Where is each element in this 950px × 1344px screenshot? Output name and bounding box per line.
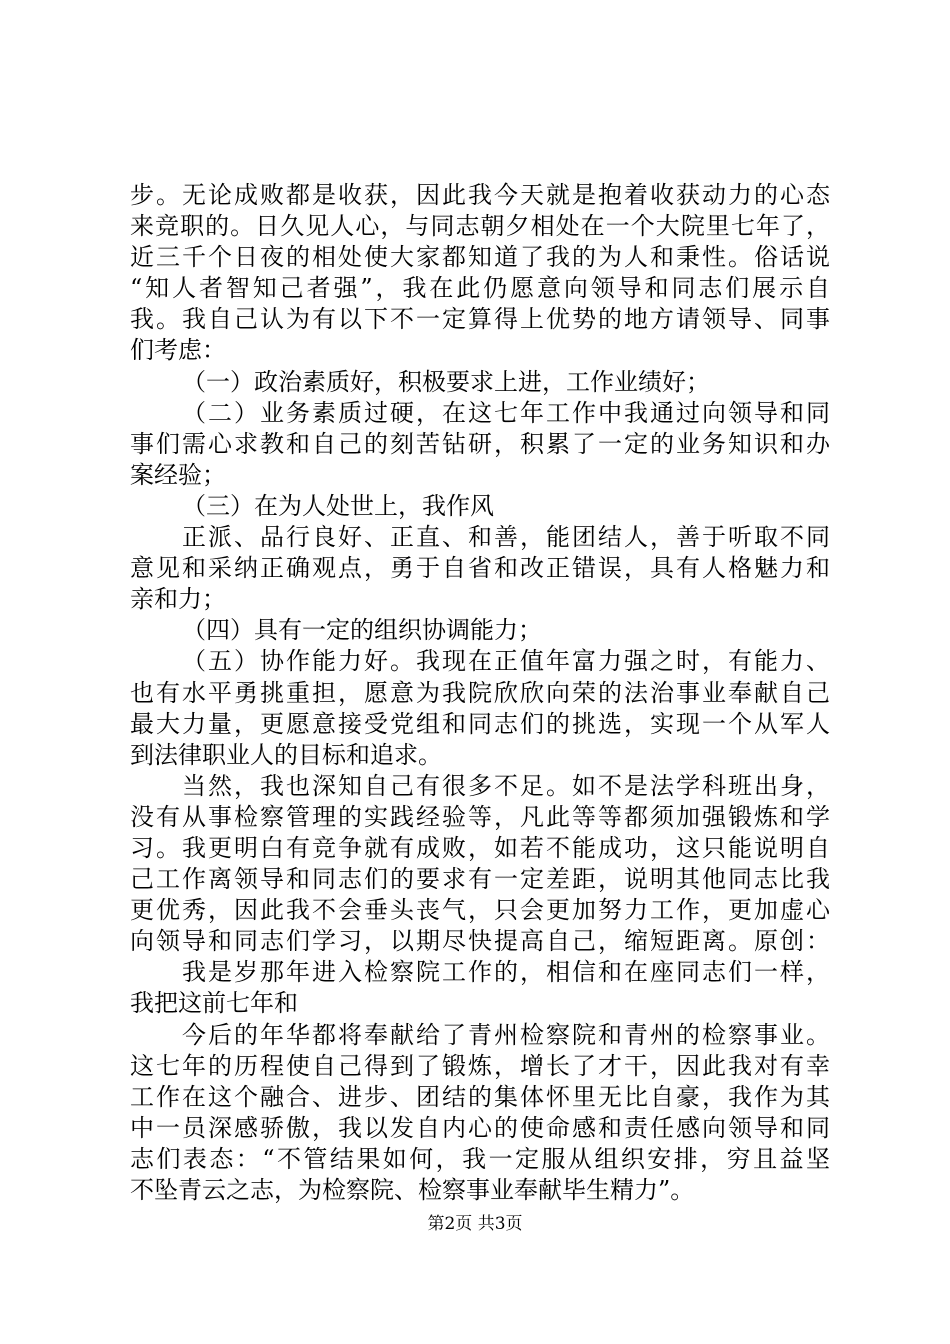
text-line: 今后的年华都将奉献给了青州检察院和青州的检察事业。 bbox=[182, 1020, 830, 1049]
text-line: 到法律职业人的目标和追求。 bbox=[130, 740, 442, 769]
text-line: 当然，我也深知自己有很多不足。如不是法学科班出身， bbox=[182, 771, 830, 800]
text-line: 不坠青云之志，为检察院、检察事业奉献毕生精力”。 bbox=[130, 1176, 695, 1204]
text-line: （二）业务素质过硬，在这七年工作中我通过向领导和同 bbox=[182, 398, 830, 427]
text-line: “知人者智知己者强”，我在此仍愿意向领导和同志们展示自 bbox=[130, 274, 830, 303]
text-line: 也有水平勇挑重担，愿意为我院欣欣向荣的法治事业奉献自己 bbox=[130, 678, 830, 707]
text-line: （五）协作能力好。我现在正值年富力强之时，有能力、 bbox=[182, 647, 830, 676]
text-line: 近三千个日夜的相处使大家都知道了我的为人和秉性。俗话说 bbox=[130, 243, 830, 272]
text-line: 意见和采纳正确观点，勇于自省和改正错误，具有人格魅力和 bbox=[130, 554, 830, 583]
text-line: 步。无论成败都是收获，因此我今天就是抱着收获动力的心态 bbox=[130, 181, 830, 209]
text-line: 没有从事检察管理的实践经验等，凡此等等都须加强锻炼和学 bbox=[130, 802, 830, 831]
text-line: 正派、品行良好、正直、和善，能团结人，善于听取不同 bbox=[182, 523, 830, 552]
text-line: 们考虑： bbox=[130, 336, 226, 365]
text-line: 我把这前七年和 bbox=[130, 989, 298, 1018]
page-footer: 第2页 共3页 bbox=[427, 1214, 523, 1234]
text-line: 最大力量，更愿意接受党组和同志们的挑选，实现一个从军人 bbox=[130, 709, 830, 738]
text-line: 更优秀，因此我不会垂头丧气，只会更加努力工作，更加虚心 bbox=[130, 896, 830, 925]
text-line: 工作在这个融合、进步、团结的集体怀里无比自豪，我作为其 bbox=[130, 1082, 830, 1111]
text-line: （三）在为人处世上，我作风 bbox=[182, 491, 494, 520]
text-line: 我。我自己认为有以下不一定算得上优势的地方请领导、同事 bbox=[130, 305, 830, 334]
text-line: 己工作离领导和同志们的要求有一定差距，说明其他同志比我 bbox=[130, 865, 830, 894]
text-line: 事们需心求教和自己的刻苦钻研，积累了一定的业务知识和办 bbox=[130, 429, 830, 458]
text-line: （一）政治素质好，积极要求上进，工作业绩好； bbox=[182, 367, 710, 396]
text-line: 向领导和同志们学习，以期尽快提高自己，缩短距离。原创： bbox=[130, 927, 830, 956]
text-line: 中一员深感骄傲，我以发自内心的使命感和责任感向领导和同 bbox=[130, 1113, 830, 1142]
text-line: 案经验； bbox=[130, 460, 226, 489]
document-body bbox=[130, 180, 830, 1206]
text-line: （四）具有一定的组织协调能力； bbox=[182, 616, 542, 645]
text-line: 亲和力； bbox=[130, 585, 226, 614]
text-line: 这七年的历程使自己得到了锻炼，增长了才干，因此我对有幸 bbox=[130, 1051, 830, 1080]
text-line: 习。我更明白有竞争就有成败，如若不能成功，这只能说明自 bbox=[130, 833, 830, 862]
text-line: 志们表态：“不管结果如何，我一定服从组织安排，穷且益坚 bbox=[130, 1144, 830, 1173]
text-line: 来竞职的。日久见人心，与同志朝夕相处在一个大院里七年了， bbox=[130, 212, 830, 241]
text-line: 我是岁那年进入检察院工作的，相信和在座同志们一样， bbox=[182, 958, 830, 987]
